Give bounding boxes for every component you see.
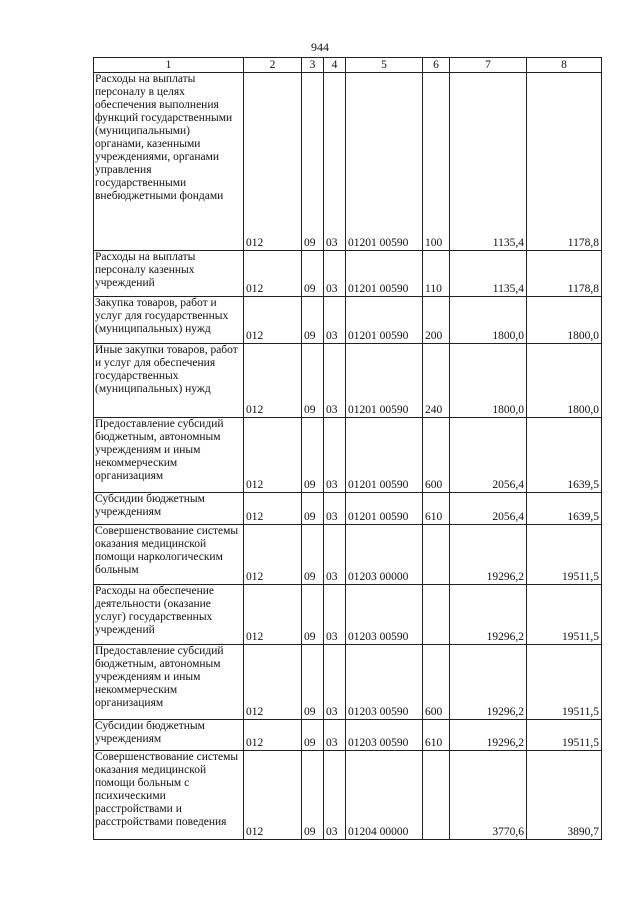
column-header-4: 4 [324,58,346,73]
row-name: Субсидии бюджетным учреждениям [94,720,244,751]
cell-col3: 09 [302,645,324,720]
cell-col6: 610 [423,720,450,751]
cell-col3: 09 [302,751,324,840]
cell-col5: 01201 00590 [346,493,423,525]
cell-col2: 012 [244,251,302,297]
cell-col2: 012 [244,525,302,585]
cell-col8: 1178,8 [527,73,602,251]
cell-col5: 01204 00000 [346,751,423,840]
cell-col5: 01201 00590 [346,344,423,418]
cell-col2: 012 [244,73,302,251]
row-name: Предоставление субсидий бюджетным, автономным учреждениям и иным некоммерческим организациям [94,645,244,720]
cell-col6 [423,525,450,585]
cell-col5: 01203 00000 [346,525,423,585]
cell-col6 [423,751,450,840]
table-row [94,344,602,418]
cell-col8: 19511,5 [527,585,602,645]
table-row [94,297,602,344]
cell-col5: 01201 00590 [346,251,423,297]
column-header-2: 2 [244,58,302,73]
cell-col7: 2056,4 [450,418,527,493]
cell-col8: 3890,7 [527,751,602,840]
cell-col7: 1800,0 [450,297,527,344]
cell-col7: 19296,2 [450,585,527,645]
cell-col3: 09 [302,493,324,525]
cell-col5: 01203 00590 [346,645,423,720]
row-name: Расходы на выплаты персоналу в целях обеспечения выполнения функций государственными (муниципальными) органами, казенными учреждениями, органами управления государственными внебюджетными фондами [94,73,244,251]
cell-col6 [423,585,450,645]
table-row [94,251,602,297]
cell-col4: 03 [324,418,346,493]
cell-col8: 1639,5 [527,418,602,493]
cell-col7: 19296,2 [450,525,527,585]
cell-col5: 01201 00590 [346,418,423,493]
cell-col2: 012 [244,297,302,344]
cell-col7: 19296,2 [450,645,527,720]
cell-col2: 012 [244,645,302,720]
cell-col5: 01203 00590 [346,585,423,645]
cell-col5: 01203 00590 [346,720,423,751]
cell-col7: 3770,6 [450,751,527,840]
cell-col8: 19511,5 [527,720,602,751]
cell-col2: 012 [244,493,302,525]
cell-col3: 09 [302,720,324,751]
table-row [94,418,602,493]
column-header-8: 8 [527,58,602,73]
table-row [94,493,602,525]
table-row [94,720,602,751]
cell-col8: 19511,5 [527,645,602,720]
cell-col4: 03 [324,585,346,645]
cell-col3: 09 [302,297,324,344]
budget-table [93,57,602,840]
cell-col3: 09 [302,73,324,251]
cell-col4: 03 [324,493,346,525]
cell-col5: 01201 00590 [346,73,423,251]
cell-col8: 1800,0 [527,344,602,418]
cell-col4: 03 [324,751,346,840]
cell-col7: 2056,4 [450,493,527,525]
row-name: Субсидии бюджетным учреждениям [94,493,244,525]
cell-col4: 03 [324,525,346,585]
column-header-3: 3 [302,58,324,73]
cell-col6: 240 [423,344,450,418]
cell-col7: 19296,2 [450,720,527,751]
column-header-5: 5 [346,58,423,73]
cell-col8: 19511,5 [527,525,602,585]
cell-col7: 1135,4 [450,73,527,251]
cell-col2: 012 [244,751,302,840]
cell-col4: 03 [324,344,346,418]
cell-col2: 012 [244,720,302,751]
table-row [94,73,602,251]
table-row [94,585,602,645]
cell-col4: 03 [324,251,346,297]
page-number: 944 [311,40,329,54]
cell-col5: 01201 00590 [346,297,423,344]
row-name: Совершенствование системы оказания медицинской помощи больным с психическими расстройствами и расстройствами поведения [94,751,244,840]
cell-col6: 600 [423,418,450,493]
cell-col6: 200 [423,297,450,344]
row-name: Совершенствование системы оказания медицинской помощи наркологическим больным [94,525,244,585]
cell-col2: 012 [244,585,302,645]
cell-col3: 09 [302,344,324,418]
cell-col4: 03 [324,73,346,251]
cell-col3: 09 [302,418,324,493]
row-name: Закупка товаров, работ и услуг для государственных (муниципальных) нужд [94,297,244,344]
cell-col6: 100 [423,73,450,251]
cell-col3: 09 [302,525,324,585]
column-header-6: 6 [423,58,450,73]
cell-col8: 1800,0 [527,297,602,344]
cell-col6: 610 [423,493,450,525]
cell-col4: 03 [324,297,346,344]
table-row [94,645,602,720]
row-name: Расходы на обеспечение деятельности (оказание услуг) государственных учреждений [94,585,244,645]
header-row [94,58,602,73]
row-name: Предоставление субсидий бюджетным, автономным учреждениям и иным некоммерческим организациям [94,418,244,493]
cell-col4: 03 [324,720,346,751]
column-header-7: 7 [450,58,527,73]
row-name: Расходы на выплаты персоналу казенных учреждений [94,251,244,297]
cell-col3: 09 [302,251,324,297]
cell-col3: 09 [302,585,324,645]
cell-col4: 03 [324,645,346,720]
cell-col6: 110 [423,251,450,297]
cell-col7: 1135,4 [450,251,527,297]
cell-col8: 1178,8 [527,251,602,297]
cell-col8: 1639,5 [527,493,602,525]
cell-col2: 012 [244,418,302,493]
column-header-1: 1 [94,58,244,73]
table-row [94,751,602,840]
cell-col6: 600 [423,645,450,720]
row-name: Иные закупки товаров, работ и услуг для обеспечения государственных (муниципальных) нужд [94,344,244,418]
table-row [94,525,602,585]
cell-col7: 1800,0 [450,344,527,418]
cell-col2: 012 [244,344,302,418]
